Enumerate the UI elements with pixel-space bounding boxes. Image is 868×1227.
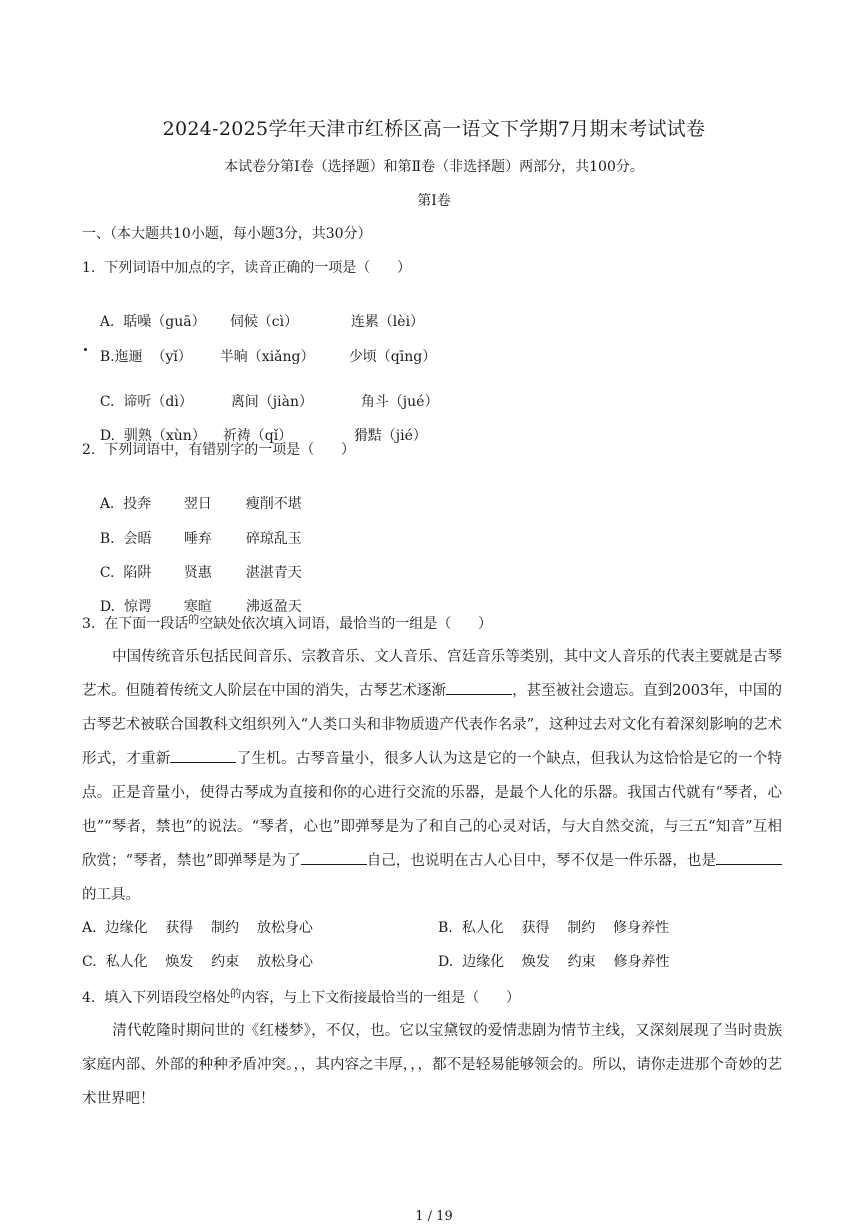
page-title: 2024-2025学年天津市红桥区高一语文下学期7月期末考试试卷 — [162, 118, 706, 140]
question-3-option-d: D. 边缘化 焕发 约束 修身养性 — [438, 954, 670, 970]
option-word: 贤惠 — [183, 565, 212, 581]
option-word: 连累（lèi） — [350, 314, 425, 330]
question-3-stem — [82, 614, 492, 635]
option-word: 少顷（qīng） — [348, 349, 437, 365]
option-word: 寒暄 — [183, 599, 212, 615]
question-1-stem: 1. 下列词语中加点的字，读音正确的一项是（ ） — [82, 260, 411, 276]
option-word: C. 陷阱 — [99, 565, 152, 581]
emphasis-dot — [84, 348, 87, 351]
option-word: 翌日 — [183, 496, 212, 512]
option-word: D. 驯熟（xùn） — [99, 428, 206, 444]
stem-text: 空缺处依次填入词语，最恰当的一组是（ ） — [199, 616, 492, 632]
option-word: 伺候（cì） — [229, 314, 299, 330]
option-word: C. 谛听（dì） — [99, 394, 193, 410]
passage-text: 自己，也说明在古人心目中，琴不仅是一件乐器，也是 — [366, 853, 716, 869]
stem-text: 内容，与上下文衔接最恰当的一组是（ ） — [241, 990, 520, 1006]
passage-text: 的工具。 — [82, 887, 140, 903]
passage-text: ，甚至被社会遗忘。直到2003年，中国的古琴艺术被联合国教科文组织列入“人类口头和非物质遗产代表作名录”，这种过去对文化有着深刻影响的艺术形式，才重新 — [82, 683, 782, 767]
option-word: B. 会晤 — [99, 531, 152, 547]
question-4-stem — [82, 988, 520, 1009]
question-3-option-b: B. 私人化 获得 制约 修身养性 — [438, 920, 670, 936]
option-word: A. 聒噪（guā） — [99, 314, 206, 330]
question-3-option-c: C. 私人化 焕发 约束 放松身心 — [82, 954, 313, 970]
page-number: 1 / 19 — [415, 1209, 453, 1224]
question-3-passage — [82, 640, 782, 912]
option-word: 唾弃 — [183, 531, 212, 547]
stem-superscript: 的 — [188, 613, 200, 626]
option-word: 湛湛青天 — [245, 565, 302, 581]
question-4-passage — [82, 1014, 782, 1116]
option-word: 离间（jiàn） — [230, 394, 313, 410]
stem-superscript: 的 — [230, 987, 242, 1000]
passage-text: 了生机。古琴音量小，很多人认为这是它的一个缺点，但我认为这恰恰是它的一个特点。正是音量小，使得古琴成为直接和你的心进行交流的乐器，是最个人化的乐器。我国古代就有“琴者，心也”“琴者，禁也”的说法。“琴者，心也”即弹琴是为了和自己的心灵对话，与大自然交流，与三五“知音”互相欣赏；“琴者，禁也”即弹琴是为了 — [82, 751, 783, 869]
fill-blank — [446, 680, 512, 695]
option-word: D. 惊谔 — [99, 599, 152, 615]
fill-blank — [301, 850, 367, 865]
fill-blank — [170, 748, 236, 763]
section-heading: 一、（本大题共10小题，每小题3分，共30分） — [82, 226, 372, 242]
option-word: B.迤逦 （yǐ） — [99, 349, 192, 365]
stem-text: 3. 在下面一段话 — [82, 616, 189, 632]
option-word: 瘦削不堪 — [245, 496, 302, 512]
option-word: 碎琼乱玉 — [245, 531, 302, 547]
option-word: 角斗（jué） — [360, 394, 439, 410]
question-2-stem: 2. 下列词语中，有错别字的一项是（ ） — [82, 442, 355, 458]
volume-heading: 第Ⅰ卷 — [417, 193, 451, 209]
option-word: 半晌（xiǎng） — [219, 349, 315, 365]
option-word: 猾黠（jié） — [353, 428, 427, 444]
passage-text: 清代乾隆时期问世的《红楼梦》，不仅，也。它以宝黛钗的爱情悲剧为情节主线，又深刻展现了当时贵族家庭内部、外部的种种矛盾冲突。，，其内容之丰厚，，，都不是轻易能够领会的。所以，请你走进那个奇妙的艺术世界吧！ — [82, 1023, 782, 1107]
exam-instructions: 本试卷分第Ⅰ卷（选择题）和第Ⅱ卷（非选择题）两部分，共100分。 — [224, 159, 644, 175]
option-word: 沸返盈天 — [245, 599, 302, 615]
option-word: 祈祷（qǐ） — [222, 428, 293, 444]
option-word: A. 投奔 — [99, 496, 152, 512]
stem-text: 4. 填入下列语段空格处 — [82, 990, 231, 1006]
question-3-option-a: A. 边缘化 获得 制约 放松身心 — [82, 920, 313, 936]
fill-blank — [716, 850, 782, 865]
passage-text: 中国传统音乐包括民间音乐、宗教音乐、文人音乐、宫廷音乐等类别，其中文人音乐的代表主要就是古琴艺术。但随着传统文人阶层在中国的消失，古琴艺术逐渐 — [82, 649, 782, 699]
